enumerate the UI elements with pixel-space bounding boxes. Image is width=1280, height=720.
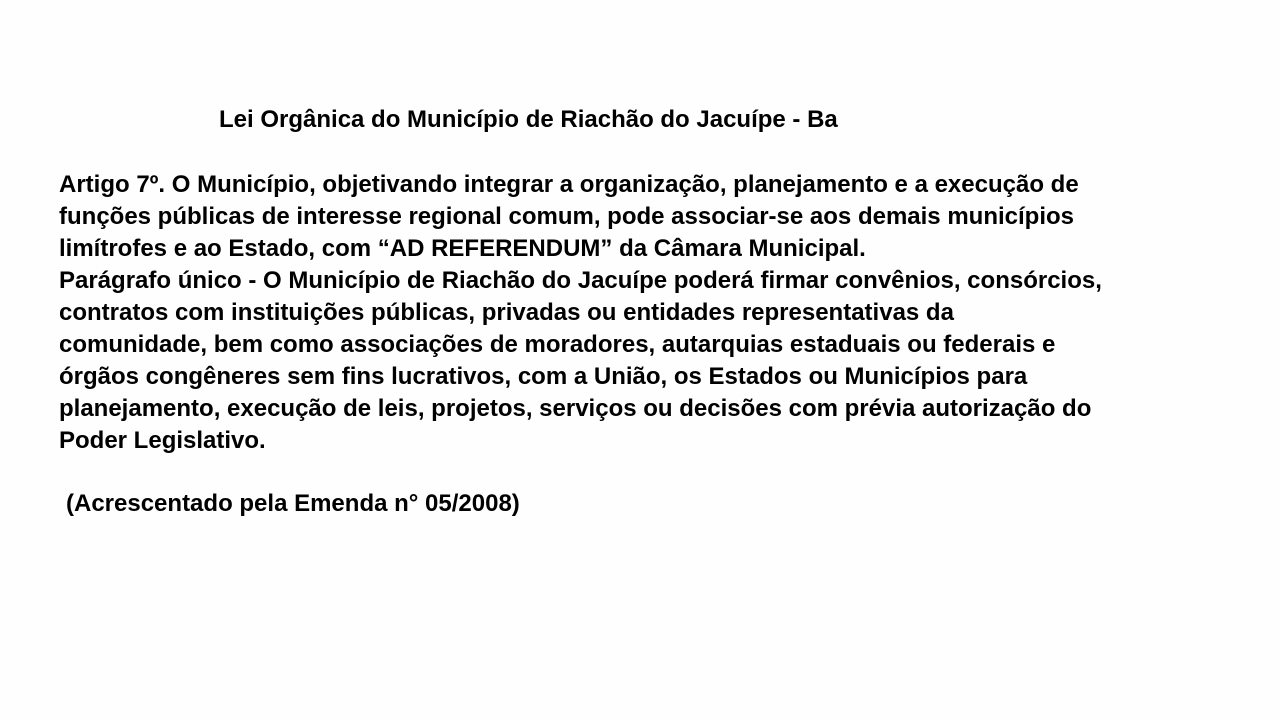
article-body	[59, 169, 1239, 457]
paragraph-line: Parágrafo único - O Município de Riachão do Jacuípe poderá firmar convênios, consórcios,	[59, 267, 1102, 294]
document-title: Lei Orgânica do Município de Riachão do Jacuípe - Ba	[219, 106, 838, 133]
paragraph-line: comunidade, bem como associações de moradores, autarquias estaduais ou federais e	[59, 331, 1056, 358]
paragraph-line: Poder Legislativo.	[59, 427, 266, 454]
article-line: limítrofes e ao Estado, com “AD REFERENDUM” da Câmara Municipal.	[59, 235, 866, 262]
paragraph-line: planejamento, execução de leis, projetos, serviços ou decisões com prévia autorização do	[59, 395, 1092, 422]
paragraph-line: órgãos congêneres sem fins lucrativos, com a União, os Estados ou Municípios para	[59, 363, 1028, 390]
article-line: Artigo 7º. O Município, objetivando integrar a organização, planejamento e a execução de	[59, 171, 1079, 198]
amendment-note: (Acrescentado pela Emenda n° 05/2008)	[66, 490, 520, 517]
paragraph-line: contratos com instituições públicas, privadas ou entidades representativas da	[59, 299, 954, 326]
article-line: funções públicas de interesse regional comum, pode associar-se aos demais municípios	[59, 203, 1074, 230]
